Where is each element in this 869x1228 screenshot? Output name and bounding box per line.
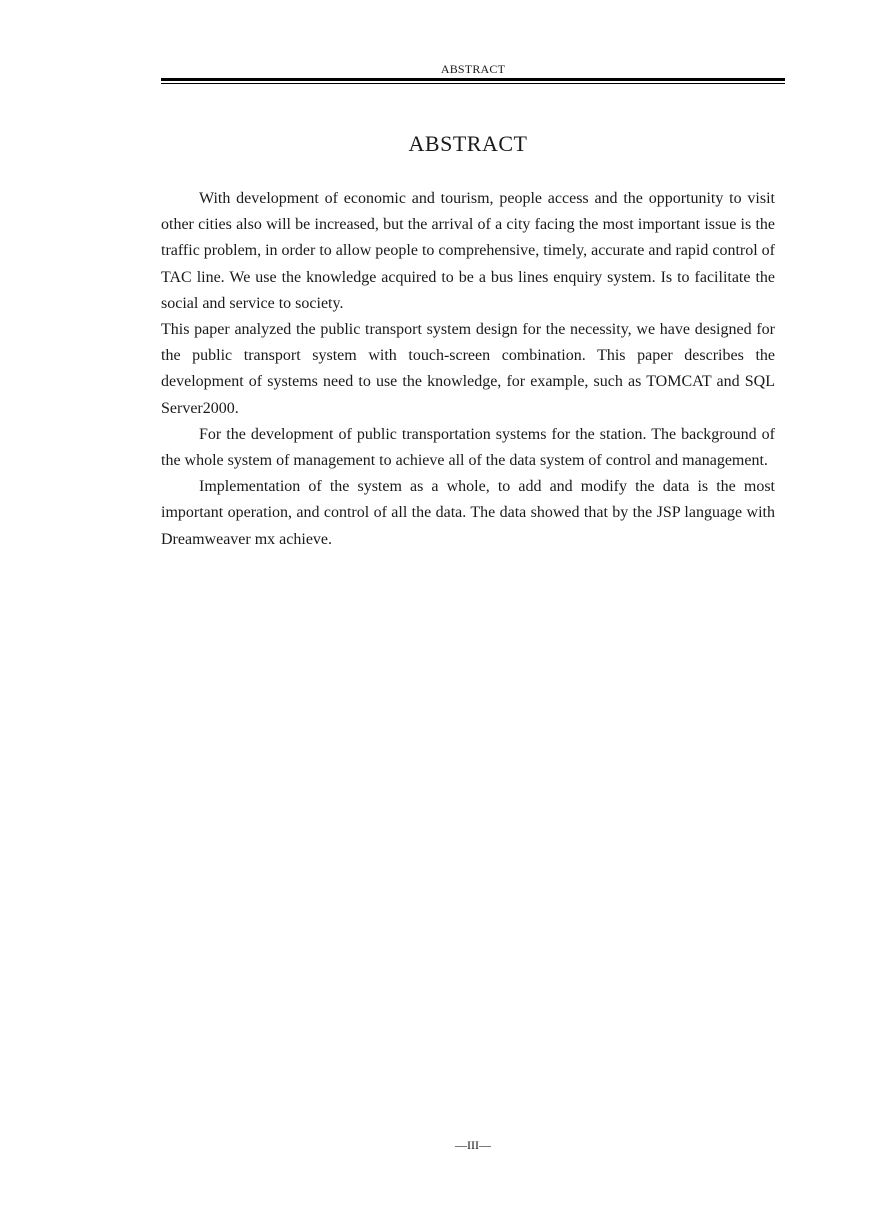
abstract-body <box>161 186 775 553</box>
abstract-paragraph-1: With development of economic and tourism, people access and the opportunity to visit other cities also will be increased, but the arrival of a city facing the most important issue is the traffic problem, in order to allow people to comprehensive, timely, accurate and rapid control of TAC line. We use the knowledge acquired to be a bus lines enquiry system. Is to facilitate the social and service to society. <box>161 190 775 312</box>
abstract-paragraph-3: For the development of public transportation systems for the station. The background of the whole system of management to achieve all of the data system of control and management. <box>161 425 775 470</box>
running-header: ABSTRACT <box>440 62 506 76</box>
page-number: —III— <box>455 1138 491 1152</box>
abstract-paragraph-2: This paper analyzed the public transport system design for the necessity, we have designed for the public transport system with touch-screen combination. This paper describes the development of systems need to use the knowledge, for example, such as TOMCAT and SQL Server2000. <box>161 321 775 417</box>
abstract-title: ABSTRACT <box>408 131 528 156</box>
header-double-rule <box>161 78 785 84</box>
abstract-paragraph-4: Implementation of the system as a whole, to add and modify the data is the most important operation, and control of all the data. The data showed that by the JSP language with Dreamweaver mx achieve. <box>161 478 775 548</box>
